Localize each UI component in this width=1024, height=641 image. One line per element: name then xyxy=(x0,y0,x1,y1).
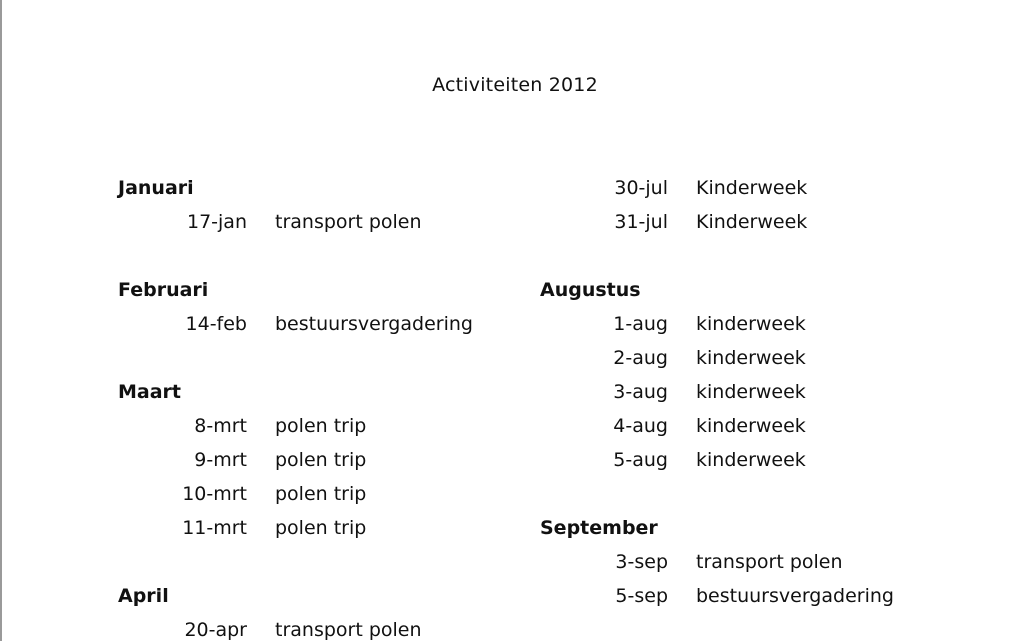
activity-row xyxy=(540,443,980,477)
month-heading-maart: Maart xyxy=(118,381,182,403)
spacer xyxy=(118,341,518,375)
activity-description: Kinderweek xyxy=(696,211,808,233)
activity-date: 9-mrt xyxy=(194,449,247,471)
month-heading-september: September xyxy=(540,517,658,539)
activity-description: kinderweek xyxy=(696,415,806,437)
activity-date: 3-sep xyxy=(615,551,668,573)
activity-description: polen trip xyxy=(275,483,367,505)
activity-date: 14-feb xyxy=(185,313,247,335)
activity-row xyxy=(540,375,980,409)
activity-row xyxy=(118,477,518,511)
month-heading-augustus: Augustus xyxy=(540,279,641,301)
activity-date: 2-aug xyxy=(613,347,668,369)
spacer xyxy=(118,545,518,579)
activity-description: bestuursvergadering xyxy=(696,585,894,607)
activity-row xyxy=(540,579,980,613)
month-heading-februari: Februari xyxy=(118,279,209,301)
activity-description: kinderweek xyxy=(696,381,806,403)
activity-description: polen trip xyxy=(275,415,367,437)
activity-date: 8-mrt xyxy=(194,415,247,437)
activity-description: polen trip xyxy=(275,449,367,471)
page-title: Activiteiten 2012 xyxy=(432,74,598,96)
activity-row xyxy=(118,511,518,545)
activity-row xyxy=(118,443,518,477)
activity-date: 17-jan xyxy=(187,211,247,233)
activity-row xyxy=(540,171,980,205)
month-heading-januari: Januari xyxy=(118,177,194,199)
activity-row xyxy=(540,409,980,443)
right-column xyxy=(540,171,980,613)
activity-description: transport polen xyxy=(696,551,843,573)
activity-date: 30-jul xyxy=(614,177,668,199)
activity-row xyxy=(118,307,518,341)
activity-row xyxy=(540,545,980,579)
activity-row xyxy=(118,613,518,641)
activity-description: bestuursvergadering xyxy=(275,313,473,335)
activity-row xyxy=(540,307,980,341)
spacer xyxy=(118,239,518,273)
activity-row xyxy=(540,205,980,239)
activity-description: polen trip xyxy=(275,517,367,539)
activity-row xyxy=(118,205,518,239)
activity-date: 5-aug xyxy=(613,449,668,471)
activity-date: 3-aug xyxy=(613,381,668,403)
page-edge xyxy=(0,0,2,641)
left-column xyxy=(118,171,518,641)
activity-date: 4-aug xyxy=(613,415,668,437)
spacer xyxy=(540,239,980,273)
activity-description: kinderweek xyxy=(696,313,806,335)
activity-description: transport polen xyxy=(275,619,422,641)
activity-date: 1-aug xyxy=(613,313,668,335)
activity-date: 10-mrt xyxy=(182,483,247,505)
activity-description: kinderweek xyxy=(696,347,806,369)
activity-row xyxy=(540,341,980,375)
month-heading-april: April xyxy=(118,585,169,607)
activity-date: 11-mrt xyxy=(182,517,247,539)
activity-description: transport polen xyxy=(275,211,422,233)
spacer xyxy=(540,477,980,511)
activity-date: 5-sep xyxy=(615,585,668,607)
activity-date: 31-jul xyxy=(614,211,668,233)
activity-row xyxy=(118,409,518,443)
activity-date: 20-apr xyxy=(184,619,247,641)
activity-description: kinderweek xyxy=(696,449,806,471)
activity-description: Kinderweek xyxy=(696,177,808,199)
